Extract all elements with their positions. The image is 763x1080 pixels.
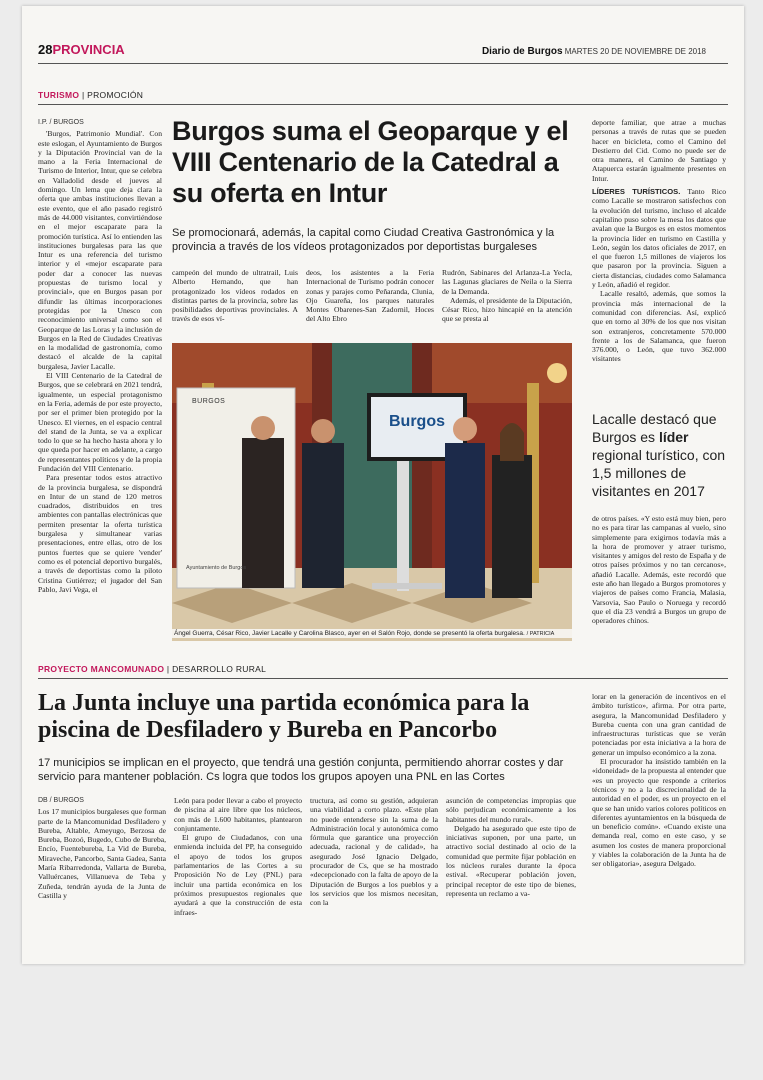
page-number: 28 (38, 42, 53, 57)
article1-subcategory: PROMOCIÓN (87, 90, 144, 100)
photo-banner-label: BURGOS (192, 398, 226, 405)
pullquote-bold: líder (658, 429, 689, 445)
article1-column-5-bottom (592, 514, 726, 659)
article2-column-4 (446, 796, 576, 956)
article1-deck: Se promocionará, además, la capital como Ciudad Creativa Gastronómica y la provincia a través de los vídeos protagonizados por deportistas burgaleses (172, 227, 555, 253)
article1-headline: Burgos suma el Geoparque y el VIII Centenario de la Catedral a su oferta en Intur (172, 116, 569, 208)
article1-col3-text: deos, los asistentes a la Feria Internacional de Turismo podrán conocer zonas y parajes como Peñaranda, Clunia, Ojo Guareña, los parques naturales Montes Obarenes-San Zadornil, Hoces del Alto Ebro (306, 268, 434, 324)
article1-col4-p2: Además, el presidente de la Diputación, César Rico, hizo hincapié en la atención que se presta al (442, 295, 572, 324)
article1-col5-bottom: de otros países. «Y esto está muy bien, pero no es para tirar las campanas al vuelo, sino simplemente para exigirnos todavía más a la hora de promover y atraer turismo, visitantes y amigos del resto de España y de otros países próximos y no tan cercanos», añadió Lacalle. Además, este recordó que este año han llegado a Burgos promotores y viajeros de países como Francia, Malasia, Varsovia, Sao Paulo o Noruega y recordó que el día 23 vendrá a Burgos un grupo de operadores chinos. (592, 514, 726, 626)
photo-banner-org: Ayuntamiento de Burgos (186, 565, 247, 571)
article1-subhead: LÍDERES TURÍSTICOS. (592, 187, 681, 197)
article1-col1-p2: El VIII Centenario de la Catedral de Burgos, que se celebrará en 2021 tendrá, igualmente, un especial protagonismo en la Feria, además de por este proyecto, por ser el primer bien protegido por la Unesco. El viernes, en el espacio central del stand de la Junta, se va a explicar todo lo que se ha hecho hasta ahora y lo que queda por hacer en adelante, a cargo de representantes políticos y de la propia Fundación del VIII Centenario. (38, 371, 162, 473)
article2-column-5 (592, 692, 726, 956)
article1-photo (172, 343, 572, 641)
article1-col5-p2: Lacalle resaltó, además, que somos la provincia más internacional de la comunidad con diferencias. Así, explicó que en torno al 30% de los que nos visitan son extranjeros, concretamente 570.000 frente a los de Salamanca, que fueron 376.000, o León, que tuvo 362.000 visitantes (592, 289, 726, 364)
article2-col3-text: tructura, así como su gestión, adquieran una viabilidad a corto plazo. «Este plan no puede entenderse sin la suma de la Administración local y autonómica como fórmula que garantice una proyección adecuada, racional y de calidad», ha asegurado José Ignacio Delgado, procurador de Cs, que se ha mostrado «decepcionado con la falta de apoyo de la Diputación de Burgos a los pueblos y a los servicios que los mismos necesitan, con la (310, 796, 438, 908)
article1-pullquote (592, 410, 726, 500)
article1-col1-p1: 'Burgos, Patrimonio Mundial'. Con este eslogan, el Ayuntamiento de Burgos y la Diputación Provincial van de la mano a la Feria Internacional de Turismo de Interior, Intur, que se celebra en Valladolid desde el jueves al domingo. Un lema que deja clara la oferta que ambas instituciones llevan a este evento, que el año pasado registró más de 44.000 visitantes, convirtiéndose en el mejor escaparate para la promoción turística. Así lo entienden las instituciones burgalesas para las que Intur es una referencia del turismo interior y el «mejor escaparate para poder dar a conocer las nuevas propuestas de turismo local y provincial», que en Burgos pasan por difundir las últimas incorporaciones protegidas por la Unesco con reconocimiento universal como son el Geoparque de las Loras y la inclusión de Burgos en la Red de Ciudades Creativas en la modalidad de gastronomía, como destacó el alcalde de la capital burgalesa, Javier Lacalle. (38, 129, 162, 371)
article1-column-5 (592, 118, 726, 408)
article1-byline: I.P. / BURGOS (38, 119, 84, 126)
article2-col5-p2: El procurador ha insistido también en la «idoneidad» de la propuesta al entender que «es un proyecto que responde a criterios técnicos y no a la discrecionalidad de la autoridad en el poder, es un proyecto en el que se han unido varios colores políticos en diferentes ayuntamientos en la búsqueda de un beneficio común». «Cuando existe una demanda real, como en este caso, y se asumen los costes de manera proporcional y viables la colaboración de la Junta ha de ser obligatoria», asegura Delgado. (592, 757, 726, 869)
article1-col5-top: deporte familiar, que atrae a muchas personas a través de rutas que se pueden hacer en bicicleta, como el Camino del Destierro del Cid. Como no puede ser de otra manera, el Camino de Santiago y Atapuerca estarán igualmente presentes en Intur. (592, 118, 726, 183)
photo-caption: Ángel Guerra, César Rico, Javier Lacalle y Carolina Blasco, ayer en el Salón Rojo, donde se presentó la oferta burgalesa. (174, 630, 525, 637)
page-header-right (482, 46, 706, 57)
article2-deck: 17 municipios se implican en el proyecto, que tendrá una gestión conjunta, permitiendo ahorrar costes y dar servicio para mantener población. Cs logra que todos los grupos apoyen una PNL en las Cortes (38, 757, 564, 783)
article1-col5-sub: Tanto Rico como Lacalle se mostraron satisfechos con la evolución del turismo, incluso el alcalde capitalino puso sobre la mesa los datos que avalan que la Burgos es en estos momentos la provincia líder en turismo en Castilla y León, según los datos oficiales de 2017, en el que fueron 1,5 millones de viajeros los que pasaron por la provincia. Siguen a cierta distancias, ciudades como Salamanca y León, añadió el regidor. (592, 187, 726, 290)
publication-date: MARTES 20 DE NOVIEMBRE DE 2018 (564, 47, 706, 56)
newspaper-page (22, 6, 744, 964)
article2-col4-p1: asunción de competencias impropias que sólo perjudican económicamente a los habitantes del mundo rural». (446, 796, 576, 824)
article2-subcategory: DESARROLLO RURAL (172, 664, 267, 674)
article2-column-3 (310, 796, 438, 956)
article1-rule (38, 104, 728, 105)
pullquote-post: regional turístico, con 1,5 millones de visitantes en 2017 (592, 447, 726, 499)
photo-credit: / PATRICIA (526, 631, 555, 637)
article1-column-3 (306, 268, 434, 333)
article2-col4-p2: Delgado ha asegurado que este tipo de iniciativas suponen, por una parte, un atractivo social destinado al ocio de la comunidad que permite fijar población en los núcleos rurales durante la época estival. «Recuperar población joven, principal receptor de este tipo de bienes, representa un reclamo a va- (446, 823, 576, 898)
article2-col1-text: Los 17 municipios burgaleses que forman parte de la Mancomunidad Desfiladero y Bureba, Altable, Ameyugo, Berzosa de Bureba, Bozoó, Bugedo, Cubo de Bureba, Encío, Fuentebureba, La Vid de Bureba, Miraveche, Pancorbo, Santa Gadea, Santa María Ribarredonda, Vallarta de Bureba, Valluércanes, Villanueva de Teba y Zuñeda, tendrán ayuda de la Junta de Castilla y (38, 807, 166, 900)
pullquote-pre: Lacalle destacó que Burgos es (592, 411, 717, 445)
article2-col5-p1: lorar en la generación de incentivos en el ámbito turístico», afirma. Por otra parte, asegura, la Mancomunidad Desfiladero y Bureba cuenta con una gran cantidad de infraestructuras turísticas que se verán potenciadas por esta iniciativa a la hora de generar un impulso económico a la zona. (592, 692, 726, 757)
article2-column-1 (38, 796, 166, 956)
press-conference-photo (172, 343, 572, 641)
article2-category: PROYECTO MANCOMUNADO (38, 664, 165, 674)
article1-col2-text: campeón del mundo de ultratrail, Luis Alberto Hernando, que han protagonizado los vídeos rodados en distintas partes de la provincia, sobre las posibilidades deportivas provinciales. A través de esos ví- (172, 268, 298, 324)
page-header-left (38, 42, 125, 57)
photo-caption-box (172, 629, 572, 638)
publication-name: Diario de Burgos (481, 46, 563, 57)
article2-headline: La Junta incluye una partida económica para la piscina de Desfiladero y Bureba en Pancorbo (38, 690, 530, 743)
article1-col1-p3: Para presentar todos estos atractivo de la provincia burgalesa, se dispondrá en Intur de un stand de 120 metros cuadrados, distribuidos en tres ambientes con pantallas electrónicas que permiten presentar la oferta turística burgalesa y simultanear varias presentaciones, entre ellas, otro de los puntos fuertes que se quiere 'vender' como es el potencial deportivo burgalés, a través de deportistas como la piloto Cristina Gutiérrez; el jugador del San Pablo, Javi Vega, el (38, 473, 162, 594)
article2-column-2 (174, 796, 302, 956)
article1-col4-p1: Rudrón, Sabinares del Arlanza-La Yecla, las Lagunas glaciares de Neila o la Sierra de la Demanda. (442, 268, 572, 296)
article2-section-label: PROYECTO MANCOMUNADO | DESARROLLO RURAL (38, 664, 267, 674)
header-rule (38, 63, 728, 64)
article2-rule (38, 678, 728, 679)
section-name: PROVINCIA (52, 42, 125, 57)
article2-col2-p2: El grupo de Ciudadanos, con una enmienda incluida del PP, ha conseguido el apoyo de todos los grupos parlamentarios de las Cortes a su Proposición No de Ley (PNL) para incluir una partida económica en los próximos presupuestos regionales que ayudará a que la construcción de esta infraes- (174, 833, 302, 917)
article1-column-1 (38, 118, 162, 658)
article2-byline: DB / BURGOS (38, 797, 84, 804)
photo-screen-logo: Burgos (389, 413, 445, 430)
article1-category: TURISMO (38, 90, 80, 100)
article1-column-2 (172, 268, 298, 333)
article2-col2-p1: León para poder llevar a cabo el proyecto de piscina al aire libre que los núcleos, con más de 1.600 habitantes, plantearon conjuntamente. (174, 796, 302, 833)
article1-section-label: TURISMO | PROMOCIÓN (38, 90, 144, 100)
article1-column-4 (442, 268, 572, 333)
